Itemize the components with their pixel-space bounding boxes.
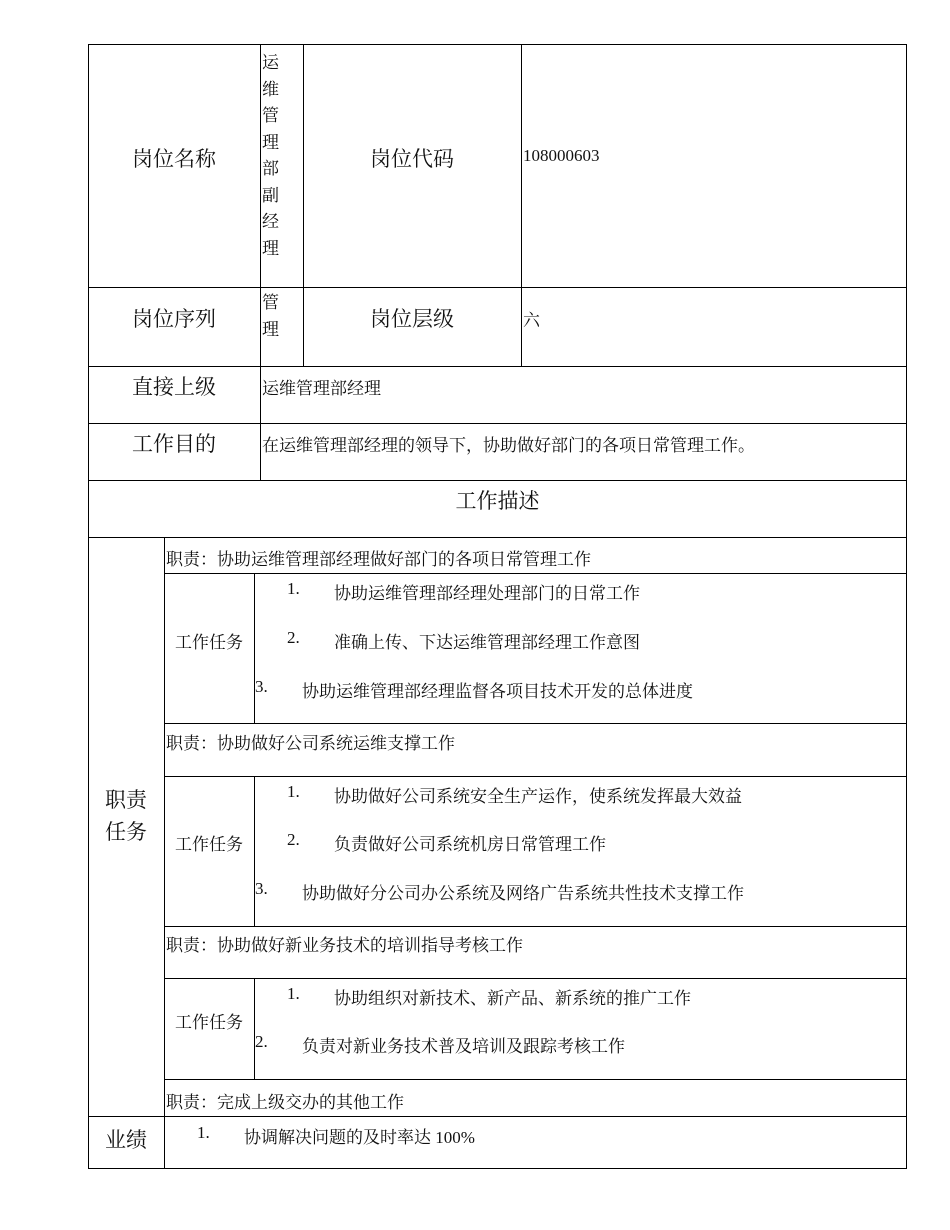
post-level-label: 岗位层级 [370,307,454,331]
duty-title: 职责：完成上级交办的其他工作 [166,1093,404,1112]
performance-text: 协调解决问题的及时率达 100% [244,1128,475,1147]
direct-superior-label: 直接上级 [132,375,216,399]
task-text: 协助运维管理部经理处理部门的日常工作 [334,584,640,603]
post-sequence-value: 管理 [262,293,279,339]
work-tasks-label: 工作任务 [175,1013,243,1032]
task-number: 3. [255,677,268,696]
post-name-label: 岗位名称 [132,147,216,171]
post-sequence-label: 岗位序列 [132,307,216,331]
post-code-label: 岗位代码 [370,147,454,171]
task-text: 协助组织对新技术、新产品、新系统的推广工作 [334,989,691,1008]
work-purpose-label: 工作目的 [132,432,216,456]
task-text: 准确上传、下达运维管理部经理工作意图 [334,633,640,652]
performance-label: 业绩 [105,1128,147,1152]
task-text: 协助运维管理部经理监督各项目技术开发的总体进度 [302,682,693,701]
task-number: 2. [287,628,300,647]
duties-tasks-label-line2: 任务 [105,820,147,844]
post-code-value: 108000603 [523,146,600,165]
task-text: 负责做好公司系统机房日常管理工作 [334,835,606,854]
duties-tasks-label-line1: 职责 [105,788,147,812]
direct-superior-value: 运维管理部经理 [262,379,381,398]
duty-title: 职责：协助做好公司系统运维支撑工作 [166,734,455,753]
work-tasks-label: 工作任务 [175,633,243,652]
work-tasks-label: 工作任务 [175,835,243,854]
duty-title: 职责：协助运维管理部经理做好部门的各项日常管理工作 [166,550,591,569]
post-level-value: 六 [523,311,540,330]
task-number: 2. [255,1032,268,1051]
performance-number: 1. [197,1123,210,1142]
task-text: 协助做好公司系统安全生产运作，使系统发挥最大效益 [334,787,742,806]
work-description-heading: 工作描述 [455,489,540,513]
duty-title: 职责：协助做好新业务技术的培训指导考核工作 [166,936,523,955]
task-number: 1. [287,782,300,801]
task-number: 1. [287,984,300,1003]
task-number: 1. [287,579,300,598]
task-text: 负责对新业务技术普及培训及跟踪考核工作 [302,1037,625,1056]
work-purpose-value: 在运维管理部经理的领导下，协助做好部门的各项日常管理工作。 [262,436,755,455]
task-number: 3. [255,879,268,898]
duties-tasks-label [88,784,164,848]
task-number: 2. [287,830,300,849]
task-text: 协助做好分公司办公系统及网络广告系统共性技术支撑工作 [302,884,744,903]
post-name-value: 运维管理部副经理 [262,53,279,258]
